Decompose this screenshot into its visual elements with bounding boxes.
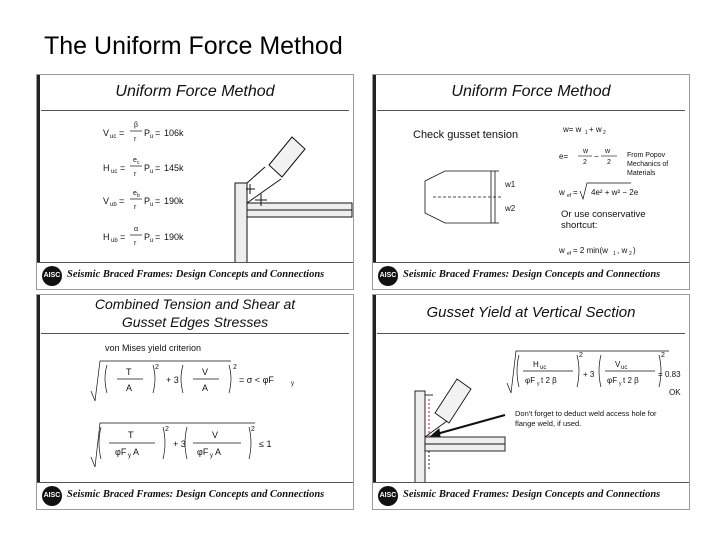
svg-text:uc: uc — [621, 365, 628, 371]
w1-label: w1 — [505, 180, 516, 189]
svg-text:V: V — [212, 430, 219, 440]
svg-text:=: = — [155, 232, 161, 242]
footer-text: Seismic Braced Frames: Design Concepts and Connections — [403, 489, 661, 500]
slide-footer — [373, 262, 689, 289]
svg-text:r: r — [134, 136, 137, 143]
gusset-tension-heading: Check gusset tension — [413, 129, 519, 141]
svg-text:w: w — [583, 148, 589, 155]
svg-text:P: P — [144, 163, 151, 173]
vuc-value: 106k — [164, 128, 184, 138]
aisc-logo: AISC — [378, 486, 398, 506]
svg-text:2: 2 — [579, 352, 583, 359]
gusset-plate-sketch — [425, 171, 503, 223]
svg-text:=: = — [155, 196, 161, 206]
footer-text: Seismic Braced Frames: Design Concepts and Connections — [67, 489, 325, 500]
svg-text:−: − — [594, 152, 599, 161]
svg-text:P: P — [144, 232, 151, 242]
svg-text:=: = — [119, 196, 125, 206]
svg-text:ef: ef — [567, 193, 572, 199]
svg-text:2: 2 — [155, 364, 159, 371]
svg-text:uc: uc — [110, 134, 117, 140]
svg-text:= σ < φF: = σ < φF — [239, 375, 274, 385]
svg-text:φF: φF — [115, 447, 127, 457]
svg-text:y: y — [619, 381, 622, 387]
svg-text:w: w — [605, 148, 611, 155]
svg-text:t 2 β: t 2 β — [623, 376, 639, 385]
svg-text:+ 3: + 3 — [583, 370, 595, 379]
svg-text:e: e — [133, 157, 137, 164]
svg-text:A: A — [126, 383, 133, 393]
svg-text:w: w — [559, 188, 565, 197]
svg-text:=: = — [155, 128, 161, 138]
svg-text:y: y — [537, 381, 540, 387]
von-mises-criterion: von Mises yield criterion — [105, 343, 202, 353]
svg-text:H: H — [103, 163, 110, 173]
svg-text:2: 2 — [583, 159, 587, 166]
gusset-connection-sketch — [415, 379, 505, 483]
huc-value: 145k — [164, 163, 184, 173]
svg-text:=: = — [120, 232, 126, 242]
weld-access-note: Don't forget to deduct weld access hole for flange weld, if used. — [515, 409, 657, 428]
aisc-logo: AISC — [42, 486, 62, 506]
svg-text:u: u — [150, 169, 154, 175]
aisc-logo: AISC — [42, 266, 62, 286]
svg-text:u: u — [150, 238, 154, 244]
svg-text:r: r — [134, 171, 137, 178]
svg-text:uc: uc — [540, 365, 547, 371]
footer-text: Seismic Braced Frames: Design Concepts and Connections — [67, 269, 325, 280]
slide-title-line2: Gusset Edges Stresses — [121, 314, 269, 330]
svg-text:, w: , w — [617, 246, 628, 255]
aisc-logo: AISC — [378, 266, 398, 286]
svg-text:1: 1 — [613, 251, 616, 257]
svg-text:y: y — [128, 453, 131, 459]
svg-text:φF: φF — [525, 376, 536, 385]
slide-title: Gusset Yield at Vertical Section — [426, 304, 636, 321]
footer-text: Seismic Braced Frames: Design Concepts and Connections — [403, 269, 661, 280]
svg-text:V: V — [103, 196, 110, 206]
svg-text:b: b — [137, 193, 140, 199]
svg-text:β: β — [134, 122, 139, 129]
result-status: OK — [669, 388, 681, 397]
svg-text:uc: uc — [111, 169, 118, 175]
svg-text:=: = — [120, 163, 126, 173]
svg-text:2: 2 — [251, 426, 255, 433]
svg-text:u: u — [150, 202, 154, 208]
svg-text:2: 2 — [607, 159, 611, 166]
svg-text:=: = — [573, 188, 578, 197]
von-mises-equations — [37, 295, 354, 510]
svg-text:2: 2 — [233, 364, 237, 371]
svg-text:r: r — [134, 240, 137, 247]
slide-uniform-force-method-2 — [372, 74, 690, 290]
svg-text:V: V — [202, 367, 209, 377]
svg-text:A: A — [215, 447, 222, 457]
gusset-tension-diagram — [373, 75, 690, 290]
svg-text:≤ 1: ≤ 1 — [259, 439, 272, 449]
svg-text:+ w: + w — [589, 125, 602, 134]
hub-value: 190k — [164, 232, 184, 242]
svg-text:A: A — [202, 383, 209, 393]
connection-diagram — [235, 137, 352, 263]
svg-text:e=: e= — [559, 152, 569, 161]
slide-uniform-force-method-1 — [36, 74, 354, 290]
svg-text:= 2 min(w: = 2 min(w — [573, 246, 608, 255]
svg-text:t 2 β: t 2 β — [541, 376, 557, 385]
shortcut-note: Or use conservative shortcut: — [561, 209, 646, 231]
svg-text:φF: φF — [607, 376, 618, 385]
svg-text:α: α — [134, 226, 139, 233]
svg-text:1: 1 — [585, 130, 588, 136]
svg-text:e: e — [133, 190, 137, 197]
svg-text:y: y — [210, 453, 213, 459]
svg-text:V: V — [103, 128, 110, 138]
svg-text:T: T — [128, 430, 134, 440]
svg-text:φF: φF — [197, 447, 209, 457]
svg-text:+ 3: + 3 — [173, 439, 186, 449]
svg-text:=: = — [119, 128, 125, 138]
svg-text:u: u — [150, 134, 154, 140]
slide-gusset-yield-vertical — [372, 294, 690, 510]
result-value: 0.83 — [665, 370, 681, 379]
page-title: The Uniform Force Method — [44, 32, 343, 60]
slide-title: Uniform Force Method — [115, 83, 275, 100]
svg-text:ef: ef — [567, 251, 572, 257]
slide-title: Uniform Force Method — [451, 83, 611, 100]
force-equations — [37, 75, 354, 290]
svg-text:2: 2 — [165, 426, 169, 433]
svg-text:V: V — [615, 360, 621, 369]
svg-text:w= w: w= w — [563, 125, 582, 134]
slide-footer — [37, 262, 353, 289]
svg-text:ub: ub — [111, 238, 118, 244]
slide-title-line1: Combined Tension and Shear at — [94, 296, 296, 312]
svg-text:w: w — [559, 246, 565, 255]
svg-text:=: = — [155, 163, 161, 173]
svg-text:r: r — [134, 204, 137, 211]
slide-footer — [373, 482, 689, 509]
svg-text:2: 2 — [629, 251, 632, 257]
svg-text:P: P — [144, 128, 151, 138]
vub-value: 190k — [164, 196, 184, 206]
svg-text:T: T — [126, 367, 132, 377]
svg-text:y: y — [291, 381, 294, 387]
svg-text:4e² + w² − 2e: 4e² + w² − 2e — [591, 188, 639, 197]
w2-label: w2 — [505, 204, 516, 213]
svg-text:+ 3: + 3 — [166, 375, 179, 385]
svg-text:H: H — [103, 232, 110, 242]
slide-footer — [37, 482, 353, 509]
svg-text:=: = — [658, 370, 663, 379]
svg-text:c: c — [137, 160, 140, 166]
source-note: From Popov Mechanics of Materials — [627, 152, 669, 177]
svg-text:ub: ub — [110, 202, 117, 208]
gusset-yield-equation — [373, 295, 690, 510]
svg-text:2: 2 — [661, 352, 665, 359]
svg-text:H: H — [533, 360, 539, 369]
svg-text:P: P — [144, 196, 151, 206]
svg-text:2: 2 — [603, 130, 606, 136]
svg-text:A: A — [133, 447, 140, 457]
svg-text:): ) — [633, 246, 636, 255]
slide-combined-tension-shear — [36, 294, 354, 510]
